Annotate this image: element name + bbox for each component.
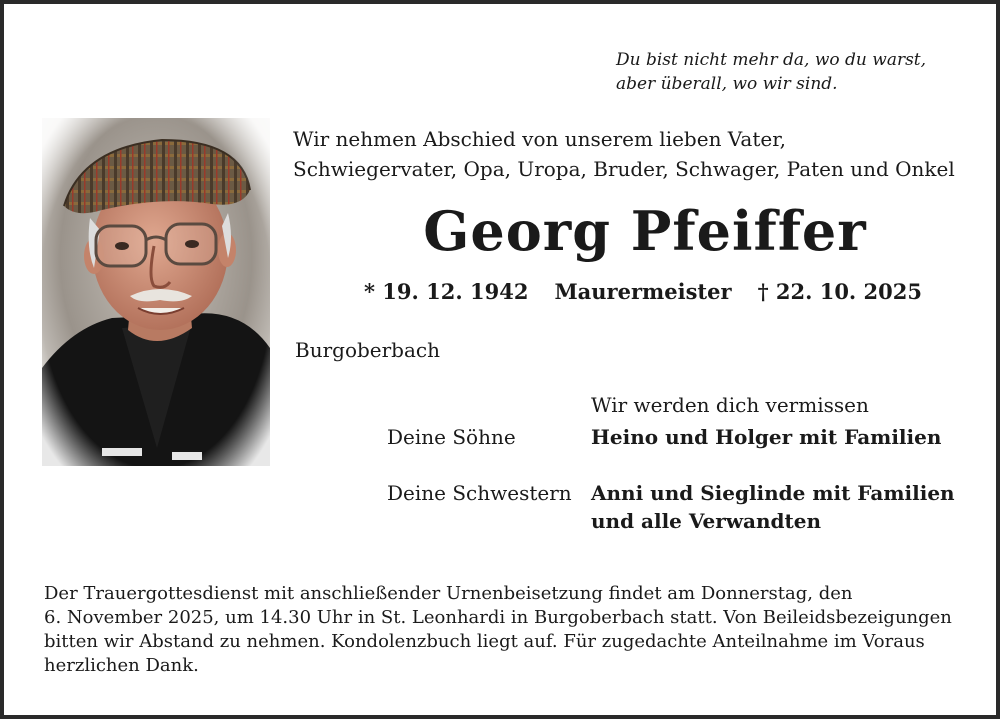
deceased-name: Georg Pfeiffer bbox=[423, 199, 867, 263]
notice-line: herzlichen Dank. bbox=[44, 655, 199, 676]
intro-line-1: Wir nehmen Abschied von unserem lieben Vater, bbox=[293, 127, 786, 151]
life-dates bbox=[293, 276, 993, 308]
death-date: † 22. 10. 2025 bbox=[757, 279, 922, 304]
motto-line-2: aber überall, wo wir sind. bbox=[616, 74, 838, 94]
intro-line-2: Schwiegervater, Opa, Uropa, Bruder, Schwager, Paten und Onkel bbox=[293, 157, 955, 181]
mourner-group-names bbox=[591, 479, 955, 535]
mourner-names-line: Anni und Sieglinde mit Familien bbox=[591, 481, 955, 505]
motto-quote bbox=[616, 48, 956, 96]
intro-text bbox=[293, 124, 993, 184]
mourner-names-line: Heino und Holger mit Familien bbox=[591, 425, 942, 449]
portrait-illustration bbox=[42, 118, 270, 466]
birth-date: * 19. 12. 1942 bbox=[364, 279, 529, 304]
mourner-group-label: Deine Söhne bbox=[387, 425, 516, 449]
mourner-group-label: Deine Schwestern bbox=[387, 481, 572, 505]
profession: Maurermeister bbox=[554, 279, 732, 304]
mourner-names-line: und alle Verwandten bbox=[591, 509, 822, 533]
motto-line-1: Du bist nicht mehr da, wo du warst, bbox=[616, 50, 927, 70]
notice-line: 6. November 2025, um 14.30 Uhr in St. Leonhardi in Burgoberbach statt. Von Beileidsbezeigungen bbox=[44, 607, 952, 628]
funeral-notice bbox=[44, 582, 964, 678]
mourners-heading: Wir werden dich vermissen bbox=[591, 393, 869, 417]
hometown: Burgoberbach bbox=[295, 338, 440, 362]
mourner-group-names bbox=[591, 423, 941, 451]
notice-line: bitten wir Abstand zu nehmen. Kondolenzbuch liegt auf. Für zugedachte Anteilnahme im Voraus bbox=[44, 631, 925, 652]
portrait-photo bbox=[42, 118, 270, 466]
notice-line: Der Trauergottesdienst mit anschließender Urnenbeisetzung findet am Donnerstag, den bbox=[44, 583, 853, 604]
